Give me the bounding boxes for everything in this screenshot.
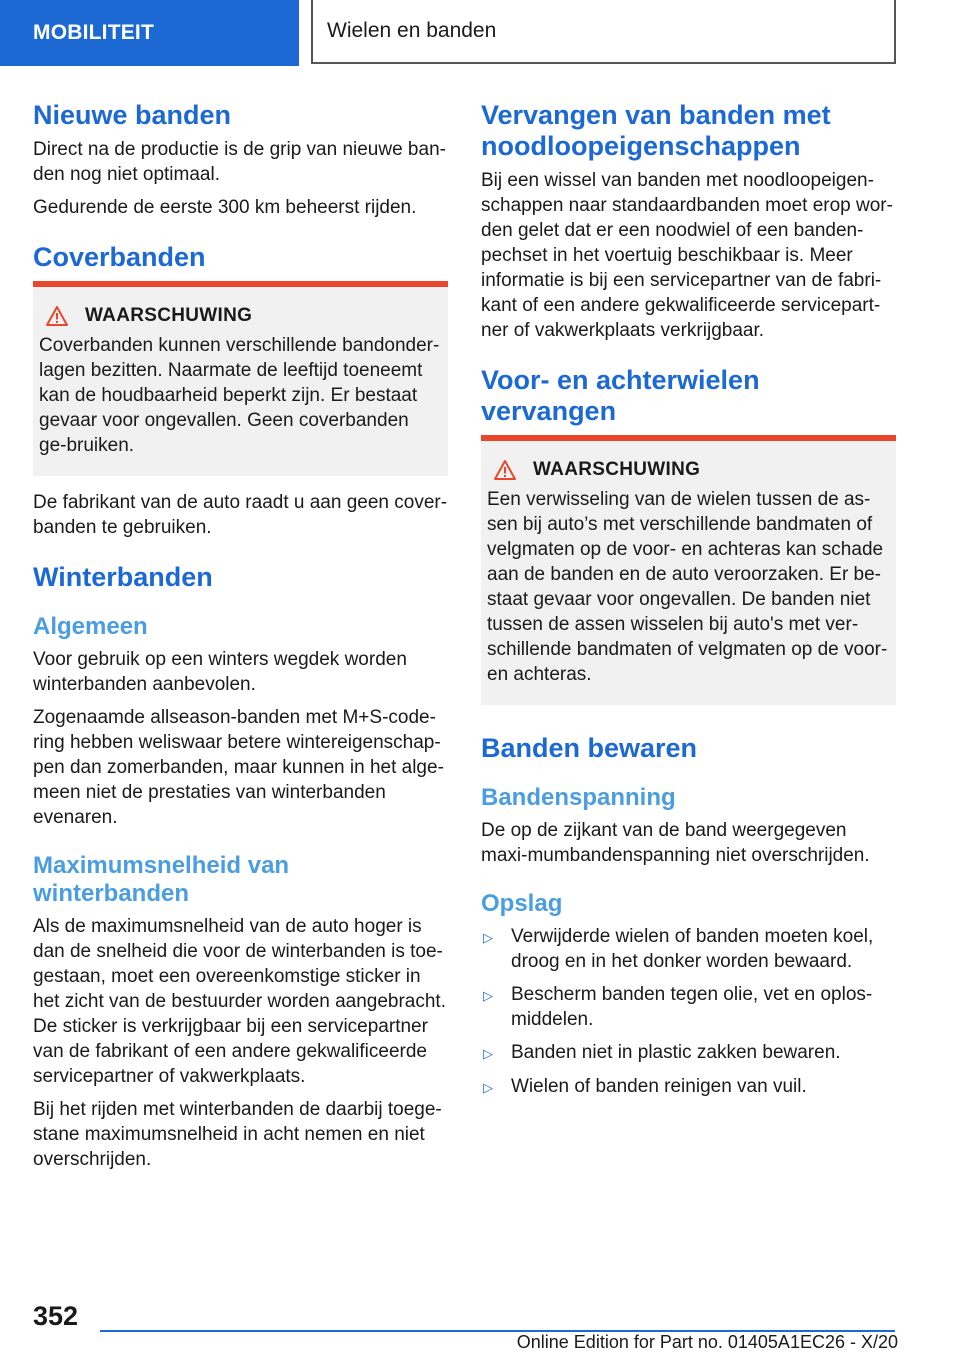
paragraph: Voor gebruik op een winters wegdek worden winterbanden aanbevolen. [33,649,407,695]
paragraph: Als de maximumsnelheid van de auto hoger is dan de snelheid die voor de winterbanden is toe-gestaan, moet een overeenkomstige sticker in het zicht van de bestuurder worden aangebracht. De sticker is verkrijgbaar bij een servicepartner van de fabrikant of een andere gekwalificeerde servicepartner of vakwerkplaats. [33,916,446,1087]
paragraph: Bij een wissel van banden met noodloopeigen-schappen naar standaardbanden moet erop wor-den gelet dat er een noodwiel of een banden-pechset in het voertuig beschikbaar is. Meer informatie is bij een servicepartner van de fabri-kant of een andere gekwalificeerde servicepart-ner of vakwerkplaats verkrijgbaar. [481,170,893,341]
subheading-storage: Opslag [481,890,563,917]
warning-box [33,281,448,476]
heading-new-tyres: Nieuwe banden [33,100,232,130]
warning-box [481,435,896,705]
heading-winter: Winterbanden [33,562,213,592]
triangle-bullet-icon: ▷ [483,1046,493,1061]
list-item: ▷ Wielen of banden reinigen van vuil. [481,1074,896,1100]
subheading-maxspeed: Maximumsnelheid van winterbanden [33,852,290,907]
heading-retread: Coverbanden [33,242,206,272]
page-footer [0,1295,960,1362]
warning-title: WAARSCHUWING [533,459,701,480]
triangle-bullet-icon: ▷ [483,1080,493,1095]
heading-swap-wheels: Voor- en achterwielen vervangen [481,365,760,426]
list-item: ▷ Banden niet in plastic zakken bewaren. [481,1040,896,1066]
subheading-pressure: Bandenspanning [481,784,676,811]
list-item: ▷ Bescherm banden tegen olie, vet en oplos-middelen. [483,984,873,1030]
section-tab[interactable]: MOBILITEIT [0,0,299,66]
heading-runflat: Vervangen van banden met noodloopeigenschappen [481,100,831,161]
warning-triangle-icon [45,305,69,327]
paragraph: Bij het rijden met winterbanden de daarbij toege-stane maximumsnelheid in acht nemen en niet overschrijden. [33,1099,442,1170]
warning-title: WAARSCHUWING [85,305,253,326]
page-header [0,0,960,66]
warning-triangle-icon [493,459,517,481]
triangle-bullet-icon: ▷ [483,930,493,945]
subheading-general: Algemeen [33,613,148,640]
page-number: 352 [33,1301,79,1331]
heading-storage: Banden bewaren [481,733,698,763]
right-column [481,100,896,1108]
paragraph: Zogenaamde allseason-banden met M+S-code-ring hebben weliswaar betere wintereigenschap-pen dan zomerbanden, maar kunnen in het alge-meen niet de prestaties van winterbanden evenaren. [33,707,444,828]
paragraph: De fabrikant van de auto raadt u aan geen cover-banden te gebruiken. [33,492,448,538]
paragraph: Direct na de productie is de grip van nieuwe ban-den nog niet optimaal. [33,139,446,185]
warning-text: Coverbanden kunnen verschillende bandonder-lagen bezitten. Naarmate de leeftijd toeneemt kan de houdbaarheid beperkt zijn. Er bestaat gevaar voor ongevallen. Geen coverbanden ge-bruiken. [39,335,440,456]
paragraph: Gedurende de eerste 300 km beheerst rijden. [33,197,417,218]
topic-tab[interactable]: Wielen en banden [311,0,896,64]
triangle-bullet-icon: ▷ [483,988,493,1003]
list-item: ▷ Verwijderde wielen of banden moeten koel, droog en in het donker worden bewaard. [483,926,874,972]
paragraph: De op de zijkant van de band weergegeven maxi-mumbandenspanning niet overschrijden. [481,820,870,866]
left-column [33,100,448,1180]
edition-text: Online Edition for Part no. 01405A1EC26 - X/20 [516,1332,898,1352]
storage-list [481,924,896,1100]
warning-text: Een verwisseling van de wielen tussen de as-sen bij auto’s met verschillende bandmaten of velgmaten op de voor- en achteras kan schade aan de banden en de auto veroorzaken. Er be-staat gevaar voor ongevallen. De banden niet tussen de assen wisselen bij auto's met ver-schillende bandmaten of velgmaten op de voor- en achteras. [487,489,888,685]
